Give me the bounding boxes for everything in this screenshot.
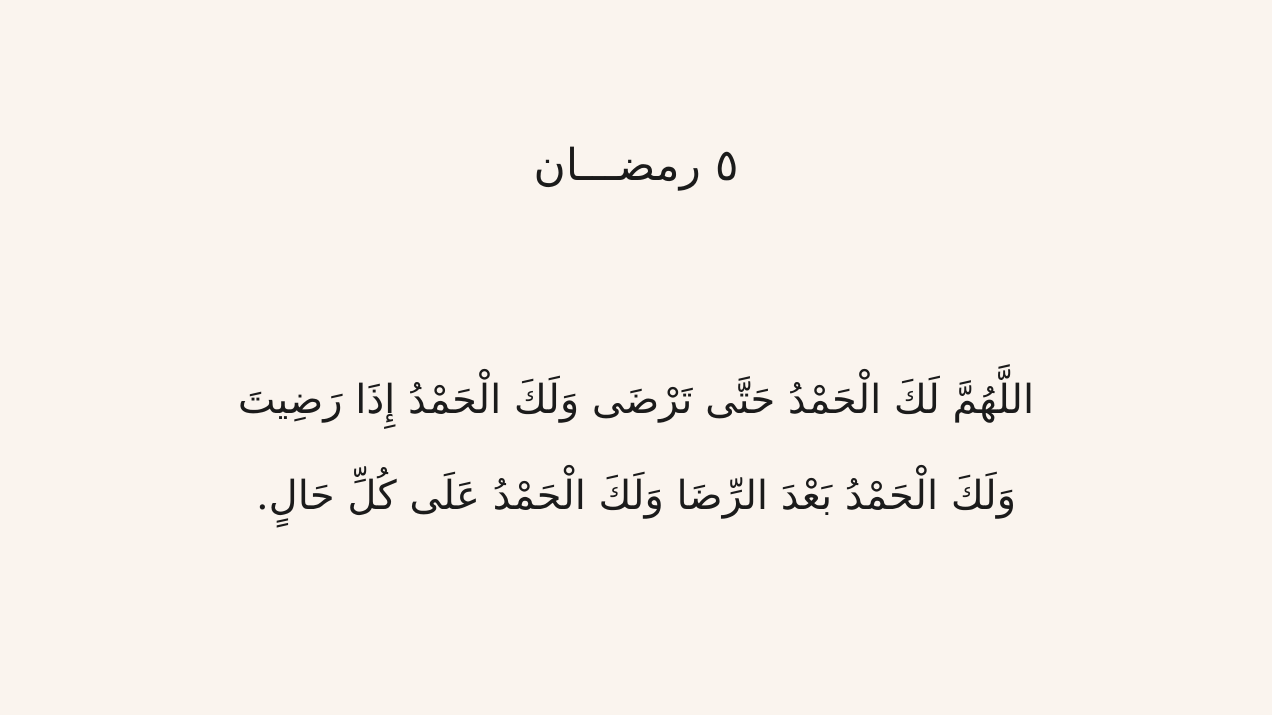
dua-line-1: اللَّهُمَّ لَكَ الْحَمْدُ حَتَّى تَرْضَى وَلَكَ الْحَمْدُ إِذَا رَضِيتَ — [237, 377, 1035, 423]
dua-line-2: وَلَكَ الْحَمْدُ بَعْدَ الرِّضَا وَلَكَ الْحَمْدُ عَلَى كُلِّ حَالٍ. — [255, 473, 1017, 519]
page-title: ٥ رمضـــان — [533, 140, 739, 191]
dua-text — [170, 352, 1102, 544]
